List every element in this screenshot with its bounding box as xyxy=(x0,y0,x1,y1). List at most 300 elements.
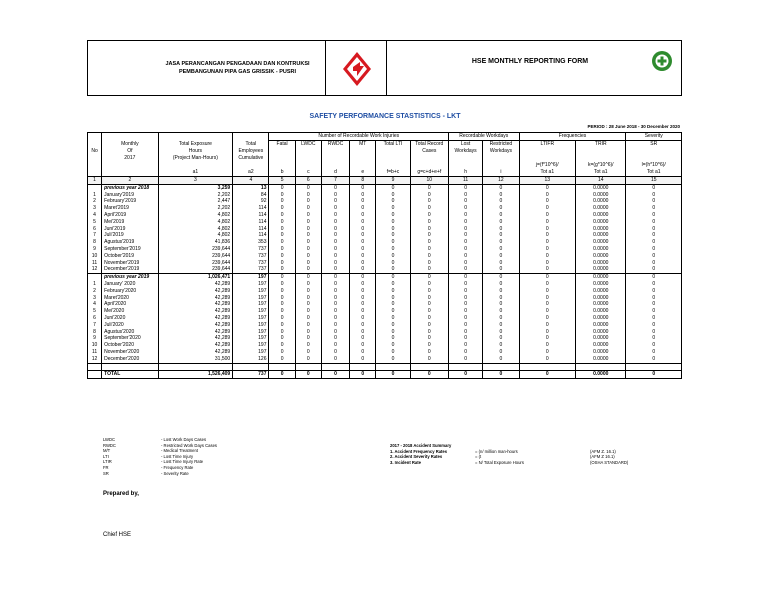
row-value: 0 xyxy=(269,356,295,363)
row-exposure: 2,202 xyxy=(158,192,233,199)
row-value: 0.0000 xyxy=(576,308,626,315)
row-value: 0 xyxy=(350,274,376,281)
row-number: 9 xyxy=(88,335,102,342)
row-employees: 197 xyxy=(233,349,269,356)
row-value: 0 xyxy=(321,349,349,356)
row-value: 0 xyxy=(626,192,682,199)
row-number: 6 xyxy=(88,226,102,233)
row-value: 0 xyxy=(376,212,410,219)
col-total-record-2: Cases xyxy=(410,148,448,155)
row-value: 0 xyxy=(626,212,682,219)
row-value: 0 xyxy=(295,322,321,329)
row-value: 0 xyxy=(519,308,575,315)
row-value: 0.0000 xyxy=(576,253,626,260)
formula-f: f=b+c xyxy=(376,169,410,177)
row-value: 0 xyxy=(448,198,482,205)
legend-desc: - Lost Work Days Cases xyxy=(161,437,207,442)
company-line-1: JASA PERANCANGAN PENGADAAN DAN KONTRUKSI xyxy=(165,61,310,67)
row-employees: 737 xyxy=(233,253,269,260)
row-exposure: 239,644 xyxy=(158,266,233,273)
row-exposure: 42,289 xyxy=(158,315,233,322)
row-value: 0 xyxy=(448,301,482,308)
row-value: 0 xyxy=(626,342,682,349)
row-value: 0 xyxy=(295,329,321,336)
row-number: 1 xyxy=(88,192,102,199)
row-value: 0 xyxy=(483,322,519,329)
summary-standard: (OSHA STANDARD) xyxy=(590,459,629,465)
table-row xyxy=(88,274,682,281)
row-value: 0 xyxy=(519,349,575,356)
row-value: 0.0000 xyxy=(576,295,626,302)
row-value: 0 xyxy=(626,274,682,281)
row-exposure: 42,289 xyxy=(158,308,233,315)
row-value: 0 xyxy=(376,288,410,295)
row-month: January'2019 xyxy=(102,192,158,199)
row-number: 11 xyxy=(88,349,102,356)
row-value: 0 xyxy=(350,192,376,199)
row-value: 0 xyxy=(483,253,519,260)
row-value: 0 xyxy=(626,308,682,315)
row-value: 0 xyxy=(269,219,295,226)
row-value: 0 xyxy=(350,301,376,308)
table-row xyxy=(88,349,682,356)
row-value: 0 xyxy=(295,219,321,226)
row-value: 0 xyxy=(626,281,682,288)
total-value: 0 xyxy=(321,371,349,379)
row-value: 0 xyxy=(483,205,519,212)
row-value: 0 xyxy=(376,192,410,199)
table-row xyxy=(88,281,682,288)
column-index-cell: 13 xyxy=(519,177,575,185)
group-severity: Severity xyxy=(626,133,682,141)
row-value: 0 xyxy=(410,301,448,308)
row-value: 0 xyxy=(519,184,575,191)
col-employees-2: Employees xyxy=(233,148,269,155)
col-exposure-2: Hours xyxy=(158,148,233,155)
column-index-cell: 15 xyxy=(626,177,682,185)
row-value: 0 xyxy=(376,274,410,281)
row-value: 0 xyxy=(350,329,376,336)
row-value: 0 xyxy=(321,226,349,233)
row-exposure: 2,202 xyxy=(158,205,233,212)
row-value: 0 xyxy=(376,315,410,322)
row-month: Maret'2020 xyxy=(102,295,158,302)
row-exposure: 1,026,471 xyxy=(158,274,233,281)
row-value: 0 xyxy=(410,198,448,205)
formula-b: b xyxy=(269,169,295,177)
row-value: 0 xyxy=(483,315,519,322)
row-value: 0 xyxy=(350,335,376,342)
row-value: 0 xyxy=(410,232,448,239)
row-value: 0 xyxy=(483,295,519,302)
row-value: 0.0000 xyxy=(576,274,626,281)
row-employees: 197 xyxy=(233,308,269,315)
row-value: 0 xyxy=(376,356,410,363)
row-number xyxy=(88,274,102,281)
row-value: 0 xyxy=(448,342,482,349)
col-monthly-2: Of xyxy=(102,148,158,155)
row-value: 0 xyxy=(410,253,448,260)
row-value: 0 xyxy=(410,295,448,302)
column-index-cell: 5 xyxy=(269,177,295,185)
row-value: 0 xyxy=(295,274,321,281)
company-logo-icon xyxy=(341,50,373,88)
row-number: 5 xyxy=(88,308,102,315)
column-index-cell: 1 xyxy=(88,177,102,185)
col-lwdc: LWDC xyxy=(295,141,321,149)
row-value: 0 xyxy=(321,184,349,191)
row-value: 0 xyxy=(519,342,575,349)
legend-item xyxy=(103,471,253,477)
row-value: 0.0000 xyxy=(576,198,626,205)
prepared-by-label: Prepared by, xyxy=(103,491,139,497)
row-employees: 114 xyxy=(233,232,269,239)
row-exposure: 42,289 xyxy=(158,301,233,308)
row-value: 0 xyxy=(376,329,410,336)
row-month: February'2019 xyxy=(102,198,158,205)
row-value: 0 xyxy=(376,322,410,329)
row-value: 0.0000 xyxy=(576,192,626,199)
row-value: 0.0000 xyxy=(576,329,626,336)
row-value: 0 xyxy=(269,232,295,239)
row-exposure: 42,289 xyxy=(158,335,233,342)
row-value: 0 xyxy=(519,329,575,336)
row-month: January' 2020 xyxy=(102,281,158,288)
formula-sr: l=(h*10^6)/ xyxy=(626,162,682,169)
row-value: 0 xyxy=(376,342,410,349)
table-row xyxy=(88,356,682,363)
col-exposure: Total Exposure xyxy=(158,141,233,149)
summary-label: 1. Accident Frequency Rates xyxy=(390,448,448,454)
row-value: 0 xyxy=(295,281,321,288)
row-value: 0 xyxy=(483,281,519,288)
row-value: 0 xyxy=(410,315,448,322)
row-value: 0 xyxy=(626,266,682,273)
row-value: 0 xyxy=(376,246,410,253)
row-exposure: 239,644 xyxy=(158,246,233,253)
row-number: 8 xyxy=(88,239,102,246)
row-value: 0 xyxy=(483,226,519,233)
row-value: 0 xyxy=(376,335,410,342)
row-value: 0 xyxy=(295,226,321,233)
row-value: 0 xyxy=(350,315,376,322)
row-number: 3 xyxy=(88,205,102,212)
row-value: 0 xyxy=(321,301,349,308)
group-work-injuries: Number of Recordable Work Injuries xyxy=(269,133,448,141)
row-value: 0 xyxy=(269,295,295,302)
total-value: 0.0000 xyxy=(576,371,626,379)
row-month: September'2019 xyxy=(102,246,158,253)
row-month: November'2020 xyxy=(102,349,158,356)
row-value: 0 xyxy=(448,239,482,246)
row-value: 0 xyxy=(448,308,482,315)
row-value: 0.0000 xyxy=(576,260,626,267)
table-row xyxy=(88,335,682,342)
row-value: 0 xyxy=(295,335,321,342)
row-value: 0 xyxy=(350,356,376,363)
row-month: Juli'2020 xyxy=(102,322,158,329)
row-value: 0 xyxy=(519,246,575,253)
row-value: 0 xyxy=(350,184,376,191)
row-employees: 737 xyxy=(233,260,269,267)
row-value: 0.0000 xyxy=(576,246,626,253)
row-value: 0 xyxy=(519,226,575,233)
sheet-title: SAFETY PERFORMANCE STASTISTICS - LKT xyxy=(309,113,461,120)
row-value: 0 xyxy=(483,301,519,308)
total-value: 0 xyxy=(483,371,519,379)
row-value: 0 xyxy=(448,329,482,336)
row-value: 0 xyxy=(350,342,376,349)
row-employees: 84 xyxy=(233,192,269,199)
row-value: 0 xyxy=(321,329,349,336)
row-value: 0 xyxy=(269,198,295,205)
table-row xyxy=(88,266,682,273)
accident-summary xyxy=(390,443,650,465)
col-total-record: Total Record xyxy=(410,141,448,149)
row-employees: 126 xyxy=(233,356,269,363)
formula-e: e xyxy=(350,169,376,177)
row-value: 0 xyxy=(410,281,448,288)
col-monthly-3: 2017 xyxy=(102,155,158,162)
formula-a1: a1 xyxy=(158,169,233,177)
row-value: 0 xyxy=(376,205,410,212)
row-value: 0 xyxy=(321,260,349,267)
header-form-box xyxy=(386,40,682,96)
row-value: 0 xyxy=(448,219,482,226)
row-value: 0 xyxy=(519,274,575,281)
row-value: 0 xyxy=(448,266,482,273)
abbreviation-legend xyxy=(103,437,253,476)
row-value: 0 xyxy=(626,219,682,226)
col-no: No xyxy=(88,148,102,155)
row-value: 0 xyxy=(626,301,682,308)
table-row xyxy=(88,205,682,212)
table-row xyxy=(88,219,682,226)
row-employees: 197 xyxy=(233,288,269,295)
formula-ltifr: j=(f*10^6)/ xyxy=(519,162,575,169)
summary-label: 2. Accident Severity Rates xyxy=(390,454,443,460)
row-value: 0 xyxy=(626,232,682,239)
column-index-cell: 2 xyxy=(102,177,158,185)
table-row xyxy=(88,315,682,322)
row-employees: 114 xyxy=(233,205,269,212)
row-month: February'2020 xyxy=(102,288,158,295)
legend-abbr: RWDC xyxy=(103,442,116,448)
row-value: 0 xyxy=(269,226,295,233)
row-value: 0 xyxy=(410,288,448,295)
row-value: 0 xyxy=(483,246,519,253)
formula-g: g=c+d+e+f xyxy=(410,169,448,177)
row-value: 0 xyxy=(519,212,575,219)
row-month: October'2020 xyxy=(102,342,158,349)
formula-trir: k=(g*10^6)/ xyxy=(576,162,626,169)
chief-hse-label: Chief HSE xyxy=(103,532,132,538)
row-value: 0 xyxy=(350,253,376,260)
row-value: 0 xyxy=(448,192,482,199)
row-employees: 353 xyxy=(233,239,269,246)
table-row xyxy=(88,342,682,349)
row-value: 0 xyxy=(519,219,575,226)
row-value: 0 xyxy=(350,212,376,219)
hse-logo-icon xyxy=(651,50,673,72)
summary-item xyxy=(390,460,650,466)
row-employees: 197 xyxy=(233,322,269,329)
total-employees: 737 xyxy=(233,371,269,379)
row-value: 0 xyxy=(350,295,376,302)
row-value: 0 xyxy=(295,266,321,273)
row-value: 0 xyxy=(269,322,295,329)
row-value: 0 xyxy=(376,226,410,233)
group-frequencies: Frequencies xyxy=(519,133,626,141)
col-sr: SR xyxy=(626,141,682,149)
row-value: 0 xyxy=(410,274,448,281)
row-value: 0 xyxy=(483,329,519,336)
row-value: 0 xyxy=(269,315,295,322)
row-employees: 114 xyxy=(233,219,269,226)
col-lost: Lost xyxy=(448,141,482,149)
row-value: 0 xyxy=(321,266,349,273)
row-value: 0 xyxy=(269,239,295,246)
row-number: 8 xyxy=(88,329,102,336)
row-value: 0 xyxy=(483,232,519,239)
row-month: December'2019 xyxy=(102,266,158,273)
table-row xyxy=(88,260,682,267)
row-month: Mei'2019 xyxy=(102,219,158,226)
row-number: 1 xyxy=(88,281,102,288)
formula-trir-2: Tot a1 xyxy=(576,169,626,177)
row-value: 0 xyxy=(321,295,349,302)
row-value: 0 xyxy=(376,349,410,356)
row-value: 0.0000 xyxy=(576,239,626,246)
column-index-cell: 7 xyxy=(321,177,349,185)
row-value: 0 xyxy=(519,281,575,288)
total-value: 0 xyxy=(448,371,482,379)
row-value: 0 xyxy=(376,198,410,205)
summary-title: 2017 - 2018 Accident Summary xyxy=(390,443,452,448)
row-exposure: 239,644 xyxy=(158,260,233,267)
row-value: 0 xyxy=(410,322,448,329)
row-value: 0 xyxy=(376,301,410,308)
col-trir: TRIR xyxy=(576,141,626,149)
row-value: 0 xyxy=(321,205,349,212)
row-value: 0 xyxy=(448,232,482,239)
row-value: 0 xyxy=(269,301,295,308)
row-value: 0 xyxy=(350,246,376,253)
row-value: 0 xyxy=(626,322,682,329)
row-value: 0 xyxy=(321,239,349,246)
row-month: previous year 2018 xyxy=(102,184,158,191)
row-value: 0 xyxy=(350,308,376,315)
row-month: Juni'2019 xyxy=(102,226,158,233)
row-value: 0 xyxy=(321,315,349,322)
row-value: 0 xyxy=(376,260,410,267)
row-exposure: 42,289 xyxy=(158,342,233,349)
row-value: 0 xyxy=(376,219,410,226)
row-value: 0 xyxy=(350,322,376,329)
row-exposure: 4,802 xyxy=(158,232,233,239)
row-value: 0 xyxy=(295,246,321,253)
legend-abbr: LWDC xyxy=(103,437,116,442)
legend-desc: - Lost Time Injury Rate xyxy=(161,459,204,465)
column-index-row xyxy=(88,177,682,185)
row-employees: 197 xyxy=(233,335,269,342)
col-ltifr: LTIFR xyxy=(519,141,575,149)
row-value: 0 xyxy=(376,308,410,315)
row-value: 0 xyxy=(626,329,682,336)
row-value: 0 xyxy=(626,205,682,212)
row-number: 3 xyxy=(88,295,102,302)
row-number: 12 xyxy=(88,266,102,273)
total-value: 0 xyxy=(269,371,295,379)
spacer-row xyxy=(88,363,682,371)
row-number: 5 xyxy=(88,219,102,226)
row-value: 0.0000 xyxy=(576,349,626,356)
row-value: 0 xyxy=(519,232,575,239)
row-value: 0 xyxy=(376,253,410,260)
row-value: 0 xyxy=(376,281,410,288)
row-value: 0 xyxy=(410,212,448,219)
row-value: 0.0000 xyxy=(576,335,626,342)
row-value: 0 xyxy=(350,226,376,233)
row-value: 0 xyxy=(519,335,575,342)
row-value: 0 xyxy=(626,349,682,356)
period-label: PERIOD : 28 June 2018 - 30 December 2020 xyxy=(587,124,680,129)
legend-desc: - Frequency Rate xyxy=(161,464,194,470)
row-value: 0 xyxy=(350,198,376,205)
row-value: 0.0000 xyxy=(576,205,626,212)
row-value: 0 xyxy=(376,239,410,246)
column-index-cell: 14 xyxy=(576,177,626,185)
row-value: 0 xyxy=(626,184,682,191)
row-value: 0 xyxy=(448,335,482,342)
row-value: 0 xyxy=(410,308,448,315)
legend-desc: - Restricted Work Days Cases xyxy=(161,442,218,448)
row-value: 0 xyxy=(295,232,321,239)
row-value: 0 xyxy=(350,281,376,288)
table-row xyxy=(88,212,682,219)
row-employees: 197 xyxy=(233,342,269,349)
legend-desc: - Lost Time Injury xyxy=(161,453,194,459)
row-value: 0.0000 xyxy=(576,281,626,288)
total-exposure: 1,526,409 xyxy=(158,371,233,379)
row-number: 12 xyxy=(88,356,102,363)
row-value: 0 xyxy=(295,260,321,267)
total-value: 0 xyxy=(410,371,448,379)
row-value: 0 xyxy=(626,288,682,295)
row-value: 0 xyxy=(448,356,482,363)
table-row xyxy=(88,246,682,253)
row-value: 0 xyxy=(269,281,295,288)
row-month: Agustus'2019 xyxy=(102,239,158,246)
table-row xyxy=(88,239,682,246)
row-value: 0.0000 xyxy=(576,266,626,273)
row-value: 0 xyxy=(295,253,321,260)
row-value: 0.0000 xyxy=(576,219,626,226)
row-value: 0 xyxy=(483,356,519,363)
row-value: 0 xyxy=(410,260,448,267)
table-row xyxy=(88,198,682,205)
row-value: 0 xyxy=(448,322,482,329)
row-value: 0 xyxy=(321,212,349,219)
row-value: 0.0000 xyxy=(576,184,626,191)
row-value: 0 xyxy=(295,212,321,219)
row-value: 0 xyxy=(410,226,448,233)
row-number: 2 xyxy=(88,198,102,205)
row-value: 0 xyxy=(519,288,575,295)
row-value: 0.0000 xyxy=(576,322,626,329)
col-exposure-3: (Project Man-Hours) xyxy=(158,155,233,162)
row-employees: 13 xyxy=(233,184,269,191)
